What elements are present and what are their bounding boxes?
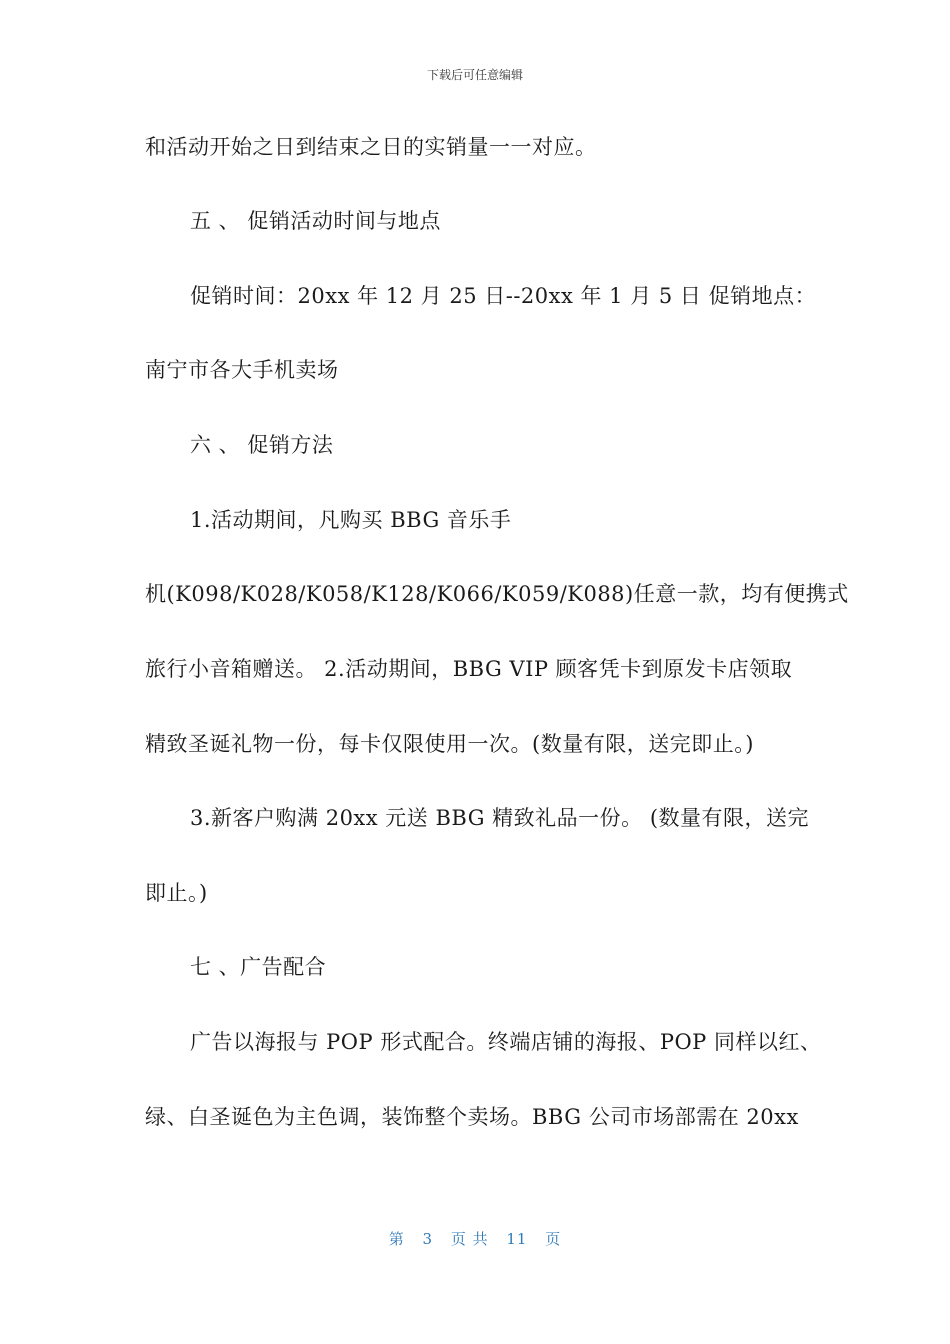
body-line: 3.新客户购满 20xx 元送 BBG 精致礼品一份。 (数量有限，送完 xyxy=(190,806,810,830)
body-line: 即止。) xyxy=(145,881,208,905)
body-line: 精致圣诞礼物一份，每卡仅限使用一次。(数量有限，送完即止。) xyxy=(145,732,754,756)
body-line: 南宁市各大手机卖场 xyxy=(145,358,339,382)
body-line: 促销时间：20xx 年 12 月 25 日--20xx 年 1 月 5 日 促销地点： xyxy=(190,284,817,308)
footer-total-label: 页 共 xyxy=(450,1230,489,1248)
section-heading-6: 六 、 促销方法 xyxy=(190,433,334,457)
footer-page-number: 3 xyxy=(422,1230,434,1248)
footer-total-pages: 11 xyxy=(506,1230,528,1248)
body-line: 机(K098/K028/K058/K128/K066/K059/K088)任意一款，均有便携式 xyxy=(145,582,849,606)
footer-page-label: 第 xyxy=(388,1230,405,1248)
footer-page-suffix: 页 xyxy=(545,1230,562,1248)
body-line: 广告以海报与 POP 形式配合。终端店铺的海报、POP 同样以红、 xyxy=(190,1030,822,1054)
section-heading-5: 五 、 促销活动时间与地点 xyxy=(190,209,441,233)
page-header: 下载后可任意编辑 xyxy=(426,68,523,82)
body-line: 1.活动期间，凡购买 BBG 音乐手 xyxy=(190,508,512,532)
page-footer xyxy=(0,1228,950,1249)
body-line: 和活动开始之日到结束之日的实销量一一对应。 xyxy=(145,135,597,159)
body-line: 旅行小音箱赠送。 2.活动期间，BBG VIP 顾客凭卡到原发卡店领取 xyxy=(145,657,793,681)
body-line: 绿、白圣诞色为主色调，装饰整个卖场。BBG 公司市场部需在 20xx xyxy=(145,1105,799,1129)
section-heading-7: 七 、广告配合 xyxy=(190,955,327,979)
